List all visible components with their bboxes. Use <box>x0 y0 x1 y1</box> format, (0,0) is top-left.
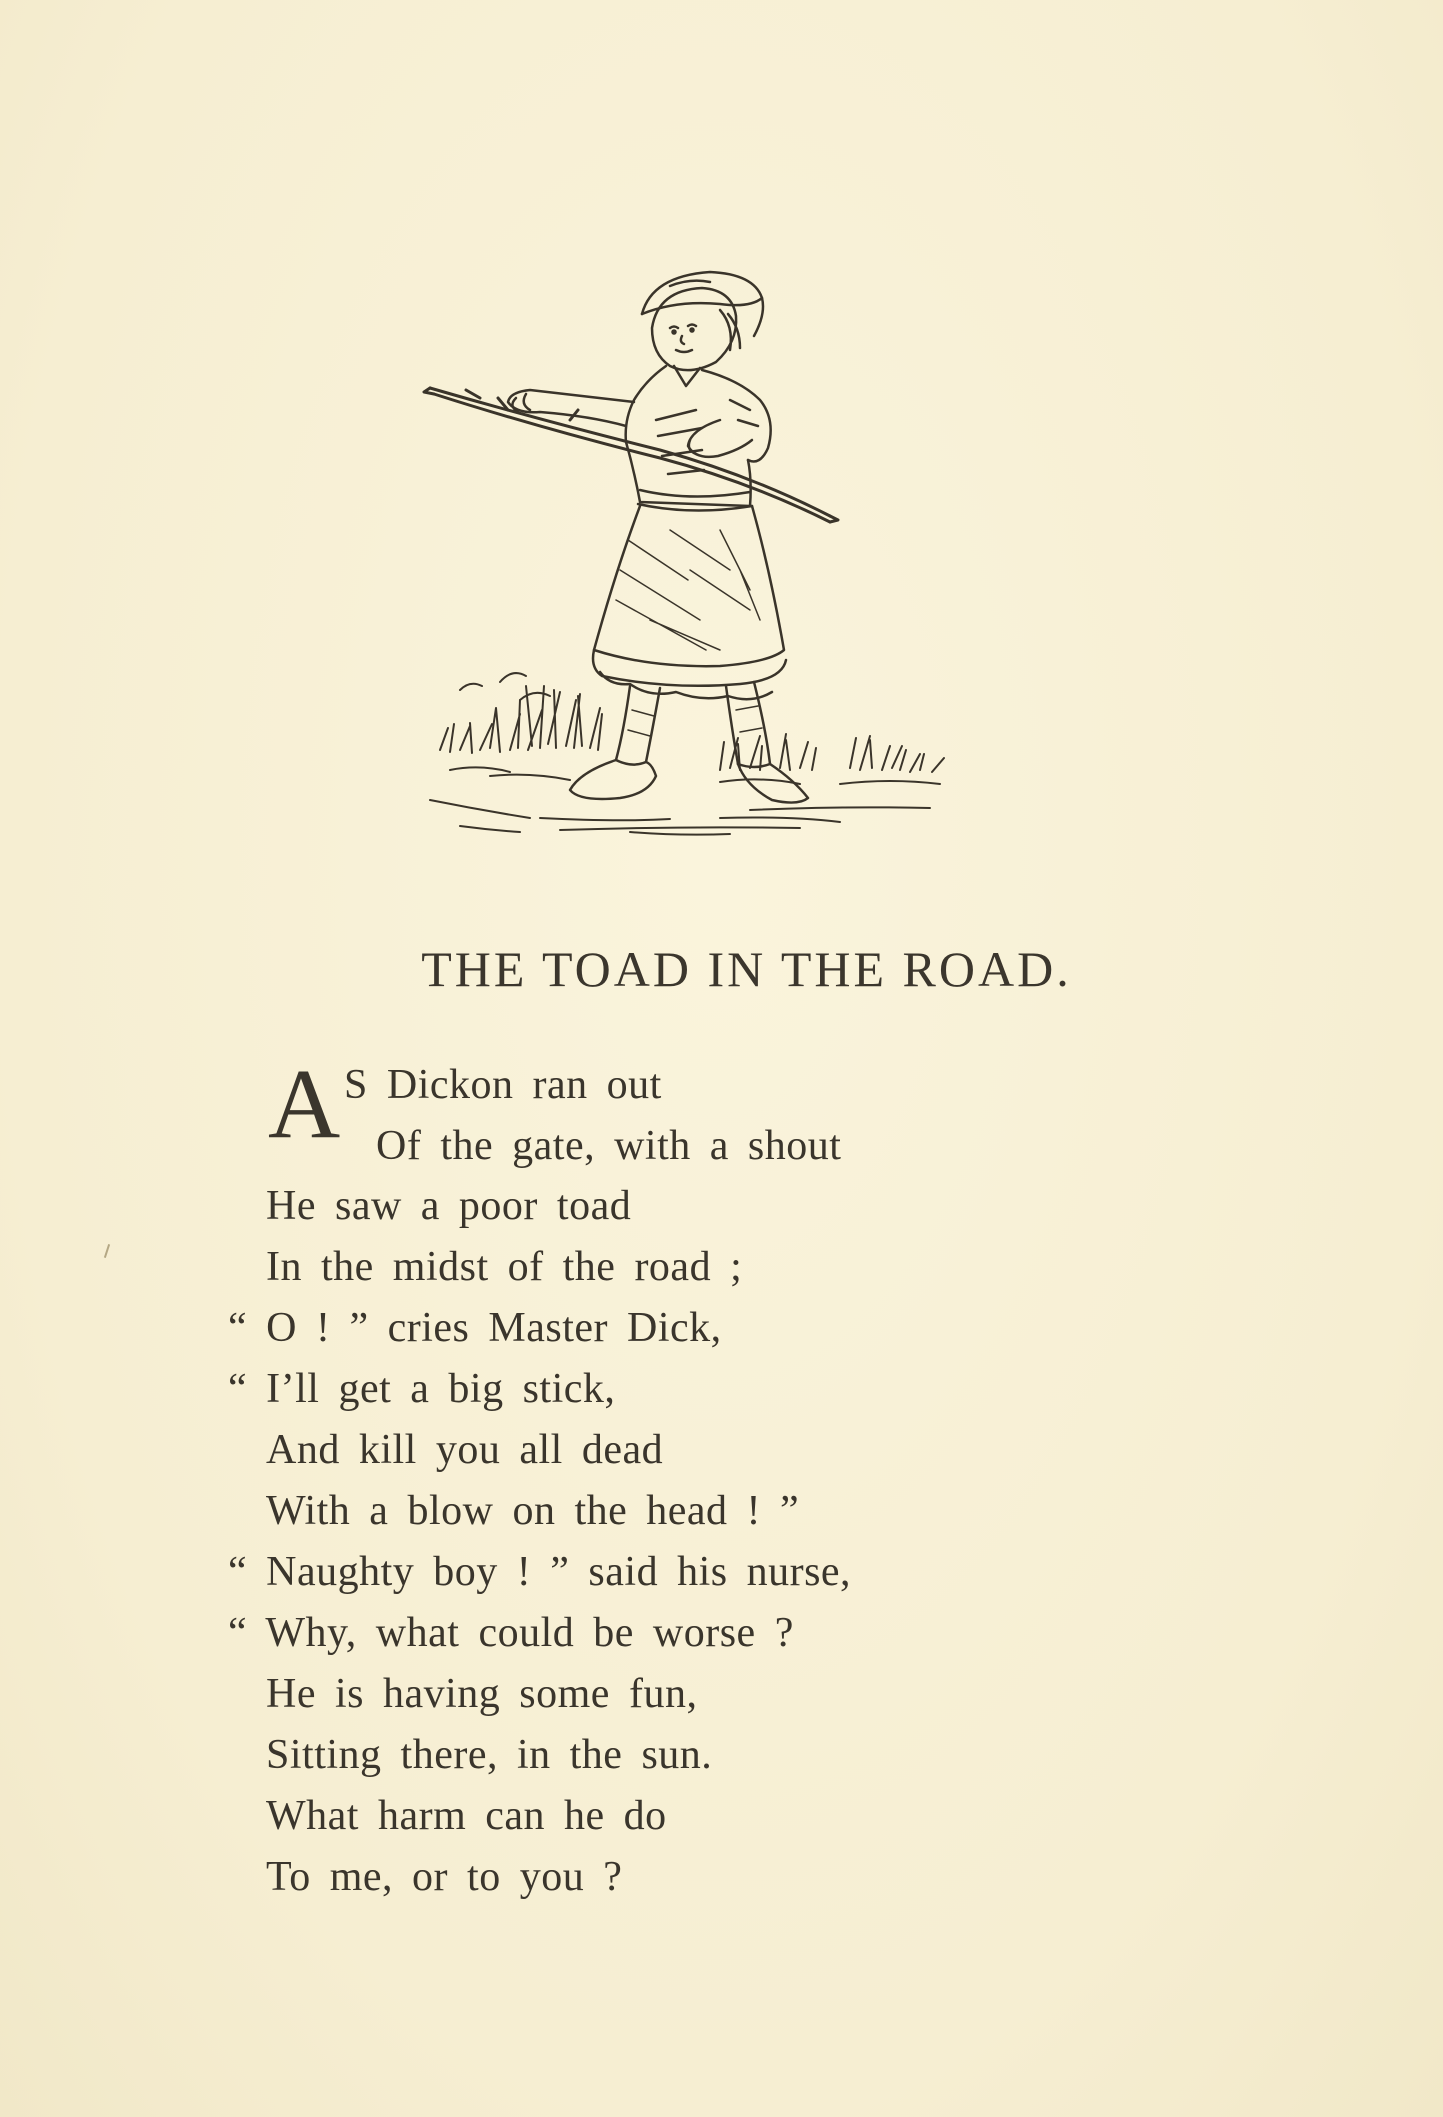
poem-line: “ Naughty boy ! ” said his nurse, <box>228 1549 852 1595</box>
poem-line: What harm can he do <box>266 1793 667 1839</box>
poem-line: “ I’ll get a big stick, <box>228 1366 616 1412</box>
poem-body <box>0 1060 1443 1920</box>
poem-line: Of the gate, with a shout <box>376 1123 842 1169</box>
poem-line: To me, or to you ? <box>266 1854 623 1900</box>
poem-line: In the midst of the road ; <box>266 1244 743 1290</box>
drop-cap: A <box>268 1048 341 1159</box>
child-with-stick-illustration <box>420 270 1020 850</box>
poem-line: He is having some fun, <box>266 1671 698 1717</box>
page-title: THE TOAD IN THE ROAD. <box>421 941 1072 997</box>
poem-line: Sitting there, in the sun. <box>266 1732 713 1778</box>
poem-line: And kill you all dead <box>266 1427 664 1473</box>
poem-line: S Dickon ran out <box>344 1062 662 1108</box>
poem-line: “ O ! ” cries Master Dick, <box>228 1305 722 1351</box>
poem-line: “ Why, what could be worse ? <box>228 1610 794 1656</box>
poem-line: He saw a poor toad <box>266 1183 632 1229</box>
poem-line: With a blow on the head ! ” <box>266 1488 800 1534</box>
